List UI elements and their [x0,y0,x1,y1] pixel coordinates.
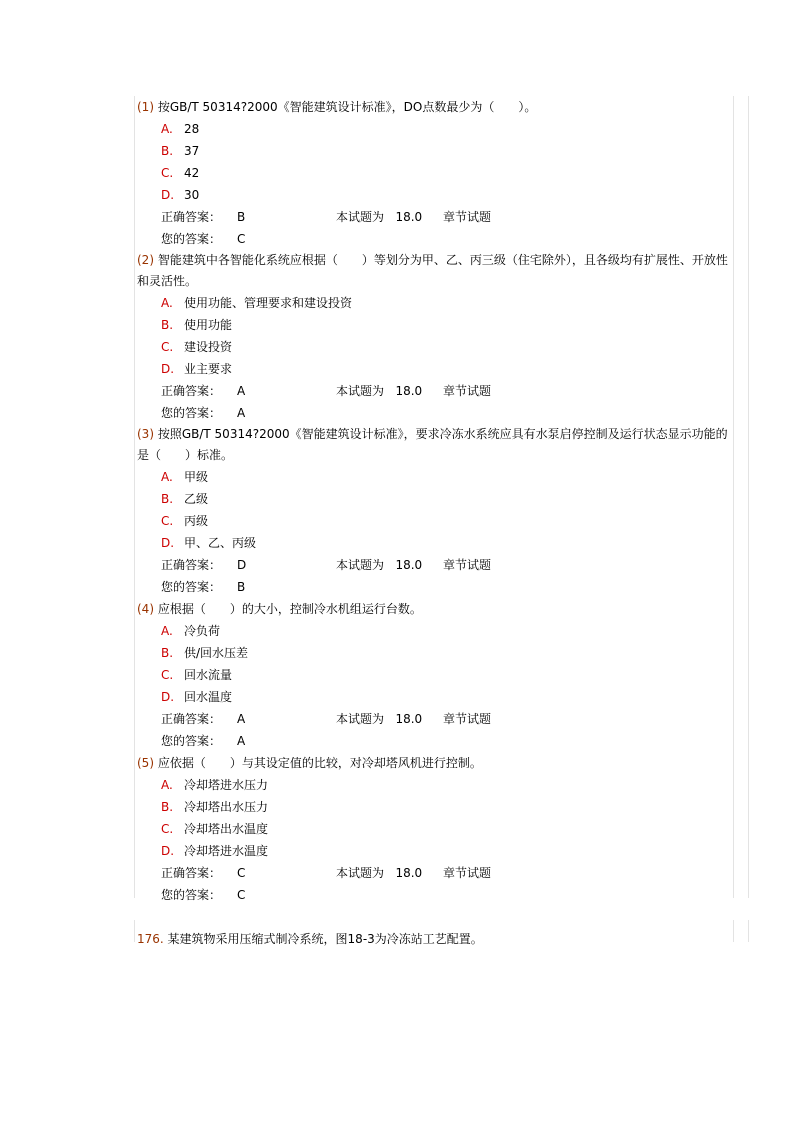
option-text: 37 [184,144,200,158]
your-answer-value: C [237,888,246,902]
correct-answer-value: A [237,384,246,398]
correct-answer-label: 正确答案： [161,210,222,224]
chapter-label: 章节试题 [443,210,492,224]
your-answer-row [161,576,733,598]
option-text: 甲、乙、丙级 [184,536,257,550]
your-answer-label: 您的答案： [161,406,222,420]
option-text: 回水温度 [184,690,233,704]
option-letter: B. [161,144,174,158]
score-info [336,862,422,884]
option-text: 28 [184,122,200,136]
option-text: 42 [184,166,200,180]
correct-answer-row [161,554,733,576]
option-a [161,292,733,314]
question-title [137,250,733,292]
question-block [137,424,733,598]
score-label: 本试题为 [336,210,385,224]
your-answer-row [161,228,733,250]
option-letter: B. [161,646,174,660]
option-text: 回水流量 [184,668,233,682]
question-text: 应依据（ ）与其设定值的比较，对冷却塔风机进行控制。 [157,756,482,770]
option-letter: B. [161,800,174,814]
option-letter: D. [161,188,175,202]
frame-line-outer-right-lower [748,920,749,942]
option-letter: B. [161,492,174,506]
frame-line-right [733,96,734,898]
correct-answer-row [161,862,733,884]
chapter-label: 章节试题 [443,866,492,880]
your-answer-row [161,730,733,752]
option-letter: D. [161,536,175,550]
score-label: 本试题为 [336,866,385,880]
score-info [336,554,422,576]
correct-answer-label: 正确答案： [161,866,222,880]
option-d [161,184,733,206]
question-block [137,96,733,250]
your-answer-label: 您的答案： [161,232,222,246]
question-number: (3) [137,427,154,441]
frame-line-right-lower [733,920,734,942]
next-question-text: 某建筑物采用压缩式制冷系统，图18-3为冷冻站工艺配置。 [167,932,483,946]
option-letter: A. [161,296,173,310]
your-answer-value: A [237,406,246,420]
option-c [161,336,733,358]
score-value: 18.0 [395,712,423,726]
score-info [336,380,422,402]
question-number: (1) [137,100,154,114]
option-a [161,774,733,796]
option-letter: D. [161,690,175,704]
option-text: 业主要求 [184,362,233,376]
option-d [161,532,733,554]
question-title [137,752,733,774]
correct-answer-label: 正确答案： [161,384,222,398]
option-letter: D. [161,362,175,376]
score-value: 18.0 [395,558,423,572]
question-title [137,424,733,466]
option-d [161,840,733,862]
option-letter: C. [161,822,174,836]
option-text: 使用功能 [184,318,233,332]
your-answer-label: 您的答案： [161,888,222,902]
chapter-label: 章节试题 [443,712,492,726]
score-label: 本试题为 [336,384,385,398]
option-text: 使用功能、管理要求和建设投资 [184,296,353,310]
option-b [161,796,733,818]
correct-answer-label: 正确答案： [161,712,222,726]
question-block [137,598,733,752]
question-block [137,752,733,906]
option-text: 乙级 [184,492,209,506]
option-c [161,664,733,686]
correct-answer-row [161,206,733,228]
option-text: 冷却塔进水压力 [184,778,269,792]
question-list [137,96,733,950]
question-number: (4) [137,602,154,616]
option-letter: B. [161,318,174,332]
next-question-title [137,928,733,950]
option-text: 冷却塔出水温度 [184,822,269,836]
option-d [161,358,733,380]
option-text: 冷却塔出水压力 [184,800,269,814]
option-c [161,818,733,840]
option-letter: A. [161,624,173,638]
option-text: 冷负荷 [184,624,221,638]
option-letter: A. [161,122,173,136]
correct-answer-value: C [237,866,246,880]
chapter-label: 章节试题 [443,384,492,398]
option-text: 甲级 [184,470,209,484]
question-number: (5) [137,756,154,770]
option-d [161,686,733,708]
option-letter: A. [161,778,173,792]
question-number: (2) [137,253,154,267]
option-a [161,466,733,488]
option-a [161,620,733,642]
question-text: 智能建筑中各智能化系统应根据（ ）等划分为甲、乙、丙三级（住宅除外），且各级均有扩展性、开放性和灵活性。 [137,253,728,288]
score-label: 本试题为 [336,712,385,726]
option-c [161,510,733,532]
option-letter: C. [161,514,174,528]
your-answer-label: 您的答案： [161,580,222,594]
option-letter: A. [161,470,173,484]
option-b [161,314,733,336]
question-text: 按照GB/T 50314?2000《智能建筑设计标准》，要求冷冻水系统应具有水泵启停控制及运行状态显示功能的是（ ）标准。 [137,427,728,462]
score-info [336,206,422,228]
question-block [137,250,733,424]
option-text: 冷却塔进水温度 [184,844,269,858]
your-answer-value: B [237,580,246,594]
your-answer-value: C [237,232,246,246]
option-letter: D. [161,844,175,858]
option-b [161,642,733,664]
correct-answer-value: D [237,558,247,572]
question-title [137,96,733,118]
frame-line-left [134,96,135,898]
option-text: 建设投资 [184,340,233,354]
correct-answer-row [161,380,733,402]
next-question-number: 176. [137,932,164,946]
correct-answer-row [161,708,733,730]
your-answer-label: 您的答案： [161,734,222,748]
correct-answer-label: 正确答案： [161,558,222,572]
score-value: 18.0 [395,384,423,398]
option-b [161,488,733,510]
option-text: 丙级 [184,514,209,528]
score-value: 18.0 [395,210,423,224]
your-answer-value: A [237,734,246,748]
score-info [336,708,422,730]
correct-answer-value: B [237,210,246,224]
frame-line-left-lower [134,920,135,942]
your-answer-row [161,884,733,906]
correct-answer-value: A [237,712,246,726]
score-value: 18.0 [395,866,423,880]
option-b [161,140,733,162]
question-title [137,598,733,620]
section-gap [137,906,733,928]
your-answer-row [161,402,733,424]
option-letter: C. [161,668,174,682]
chapter-label: 章节试题 [443,558,492,572]
option-text: 供/回水压差 [184,646,249,660]
option-a [161,118,733,140]
option-text: 30 [184,188,200,202]
option-letter: C. [161,166,174,180]
score-label: 本试题为 [336,558,385,572]
question-text: 按GB/T 50314?2000《智能建筑设计标准》，DO点数最少为（ ）。 [157,100,537,114]
option-letter: C. [161,340,174,354]
option-c [161,162,733,184]
frame-line-outer-right [748,96,749,898]
question-text: 应根据（ ）的大小，控制冷水机组运行台数。 [157,602,422,616]
